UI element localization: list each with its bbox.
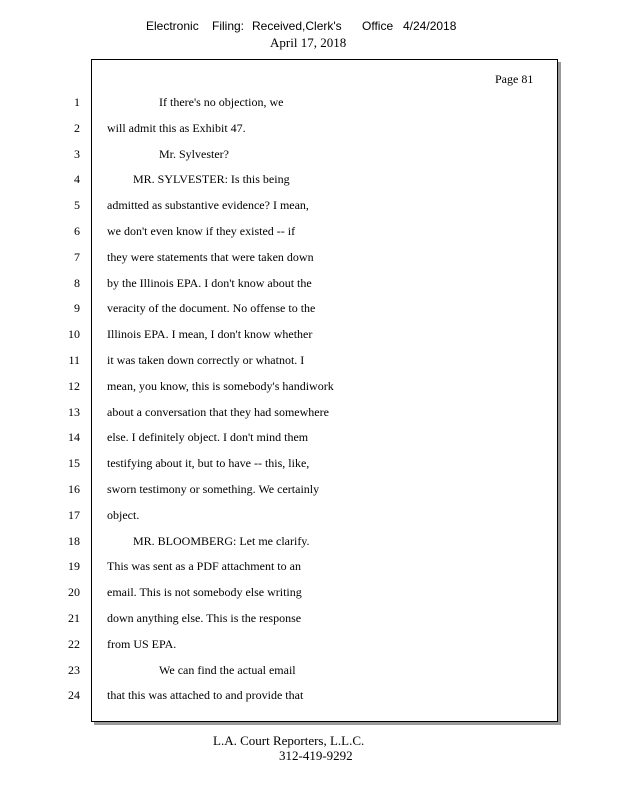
line-number: 16 (68, 482, 80, 496)
line-number: 24 (68, 688, 80, 702)
line-number: 10 (68, 327, 80, 341)
line-text: MR. BLOOMBERG: Let me clarify. (133, 534, 310, 548)
line-number: 11 (68, 353, 80, 367)
line-text: else. I definitely object. I don't mind them (107, 430, 309, 444)
line-number: 21 (68, 611, 80, 625)
line-text: that this was attached to and provide that (107, 688, 304, 702)
line-text: testifying about it, but to have -- this, like, (107, 456, 310, 470)
line-text: Mr. Sylvester? (159, 147, 229, 161)
filing-stamp (0, 19, 618, 35)
line-number: 4 (74, 172, 80, 186)
line-number: 9 (74, 301, 80, 315)
stamp-electronic: Electronic (146, 19, 199, 33)
line-number: 7 (74, 250, 80, 264)
line-number: 20 (68, 585, 80, 599)
line-text: down anything else. This is the response (107, 611, 302, 625)
line-number: 17 (68, 508, 80, 522)
stamp-date: 4/24/2018 (403, 19, 457, 33)
line-text: they were statements that were taken down (107, 250, 314, 264)
line-text: from US EPA. (107, 637, 177, 651)
line-number: 18 (68, 534, 80, 548)
line-number: 15 (68, 456, 80, 470)
line-number: 5 (74, 198, 80, 212)
line-number: 23 (68, 663, 80, 677)
stamp-received: Received,Clerk's (252, 19, 342, 33)
line-text: This was sent as a PDF attachment to an (107, 559, 301, 573)
line-text: mean, you know, this is somebody's handiwork (107, 379, 334, 393)
line-number: 13 (68, 405, 80, 419)
line-text: email. This is not somebody else writing (107, 585, 302, 599)
stamp-filing: Filing: (212, 19, 245, 33)
transcript-date: April 17, 2018 (270, 35, 347, 50)
line-text: by the Illinois EPA. I don't know about the (107, 276, 312, 290)
line-text: it was taken down correctly or whatnot. I (107, 353, 305, 367)
line-text: Illinois EPA. I mean, I don't know whether (107, 327, 313, 341)
line-text: We can find the actual email (159, 663, 296, 677)
line-text: admitted as substantive evidence? I mean, (107, 198, 309, 212)
line-text: sworn testimony or something. We certainly (107, 482, 320, 496)
line-text: object. (107, 508, 140, 522)
footer-company: L.A. Court Reporters, L.L.C. (213, 733, 365, 748)
line-number: 1 (74, 95, 80, 109)
line-number: 22 (68, 637, 80, 651)
line-text: If there's no objection, we (159, 95, 284, 109)
line-number: 12 (68, 379, 80, 393)
line-text: MR. SYLVESTER: Is this being (133, 172, 290, 186)
page-number: Page 81 (495, 72, 534, 86)
line-number: 6 (74, 224, 80, 238)
line-text: we don't even know if they existed -- if (107, 224, 296, 238)
line-number: 3 (74, 147, 80, 161)
line-number: 14 (68, 430, 80, 444)
line-number: 2 (74, 121, 80, 135)
line-text: about a conversation that they had somewhere (107, 405, 329, 419)
line-number: 19 (68, 559, 80, 573)
footer-phone: 312-419-9292 (279, 748, 353, 763)
line-text: will admit this as Exhibit 47. (107, 121, 246, 135)
stamp-office: Office (362, 19, 394, 33)
line-text: veracity of the document. No offense to the (107, 301, 316, 315)
line-number: 8 (74, 276, 80, 290)
